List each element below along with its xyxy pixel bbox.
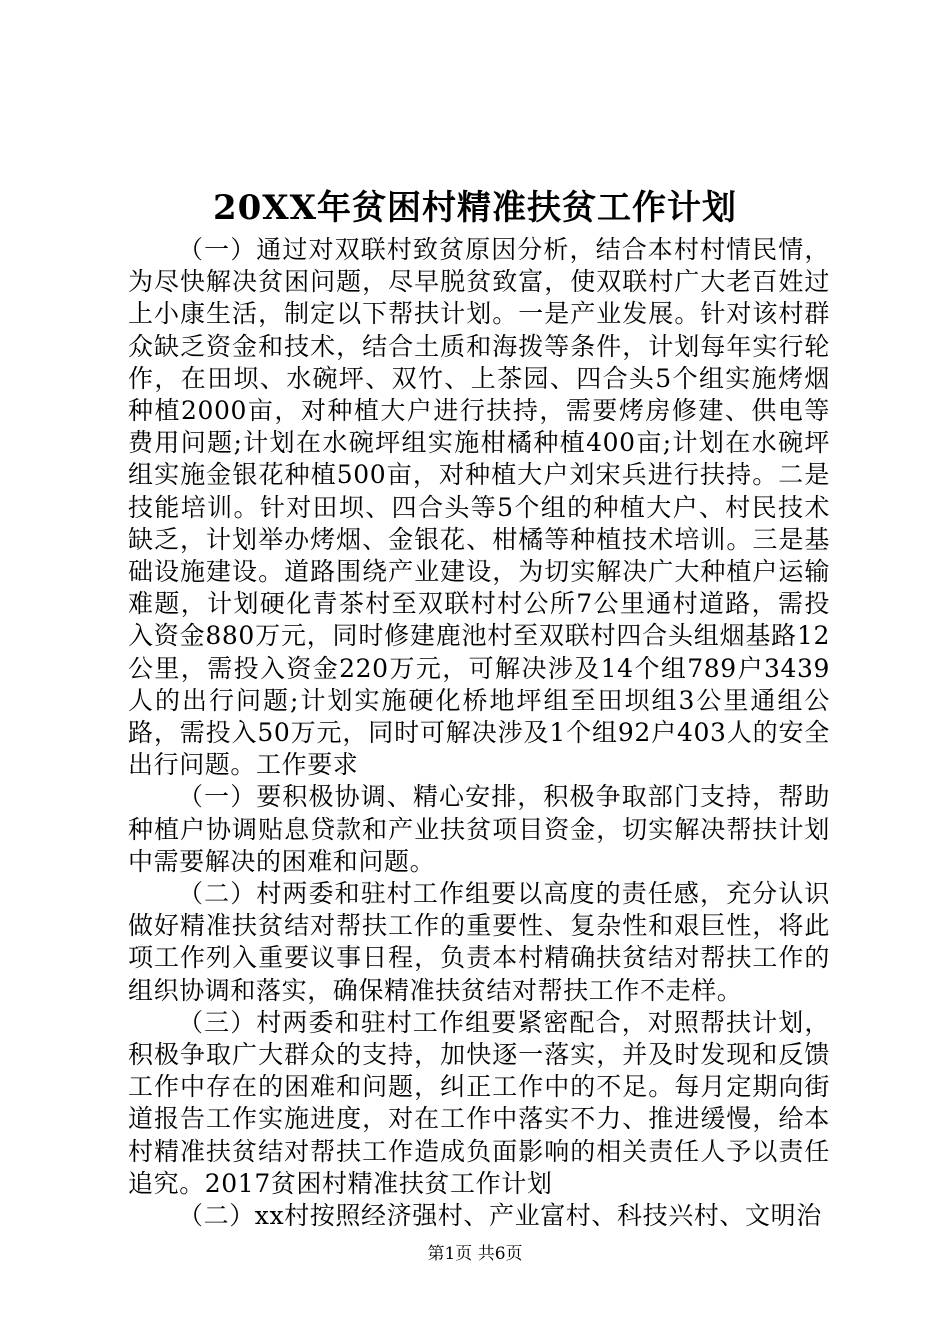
page-footer: 第1页 共6页 — [427, 1244, 523, 1264]
paragraph-3: （二）村两委和驻村工作组要以高度的责任感，充分认识做好精准扶贫结对帮扶工作的重要性、复杂性和艰巨性，将此项工作列入重要议事日程，负责本村精确扶贫结对帮扶工作的组织协调和落实，确保精准扶贫结对帮扶工作不走样。 — [128, 879, 830, 1005]
paragraph-4: （三）村两委和驻村工作组要紧密配合，对照帮扶计划，积极争取广大群众的支持，加快逐一落实，并及时发现和反馈工作中存在的困难和问题，纠正工作中的不足。每月定期向街道报告工作实施进度，对在工作中落实不力、推进缓慢，给本村精准扶贫结对帮扶工作造成负面影响的相关责任人予以责任追究。2017贫困村精准扶贫工作计划 — [128, 1007, 830, 1198]
paragraph-2: （一）要积极协调、精心安排，积极争取部门支持，帮助种植户协调贴息贷款和产业扶贫项目资金，切实解决帮扶计划中需要解决的困难和问题。 — [128, 782, 830, 876]
paragraph-5: （二）xx村按照经济强村、产业富村、科技兴村、文明治 — [178, 1201, 822, 1231]
paragraph-1: （一）通过对双联村致贫原因分析，结合本村村情民情，为尽快解决贫困问题，尽早脱贫致富，使双联村广大老百姓过上小康生活，制定以下帮扶计划。一是产业发展。针对该村群众缺乏资金和技术，结合土质和海拨等条件，计划每年实行轮作，在田坝、水碗坪、双竹、上茶园、四合头5个组实施烤烟种植2000亩，对种植大户进行扶持，需要烤房修建、供电等费用问题;计划在水碗坪组实施柑橘种植400亩;计划在水碗坪组实施金银花种植500亩，对种植大户刘宋兵进行扶持。二是技能培训。针对田坝、四合头等5个组的种植大户、村民技术缺乏，计划举办烤烟、金银花、柑橘等种植技术培训。三是基础设施建设。道路围绕产业建设，为切实解决广大种植户运输难题，计划硬化青茶村至双联村村公所7公里通村道路，需投入资金880万元，同时修建鹿池村至双联村四合头组烟基路12公里，需投入资金220万元，可解决涉及14个组789户3439人的出行问题;计划实施硬化桥地坪组至田坝组3公里通组公路，需投入50万元，同时可解决涉及1个组92户403人的安全出行问题。工作要求 — [128, 235, 830, 780]
document-body — [128, 234, 830, 1232]
document-title: 20XX年贫困村精准扶贫工作计划 — [212, 188, 738, 228]
